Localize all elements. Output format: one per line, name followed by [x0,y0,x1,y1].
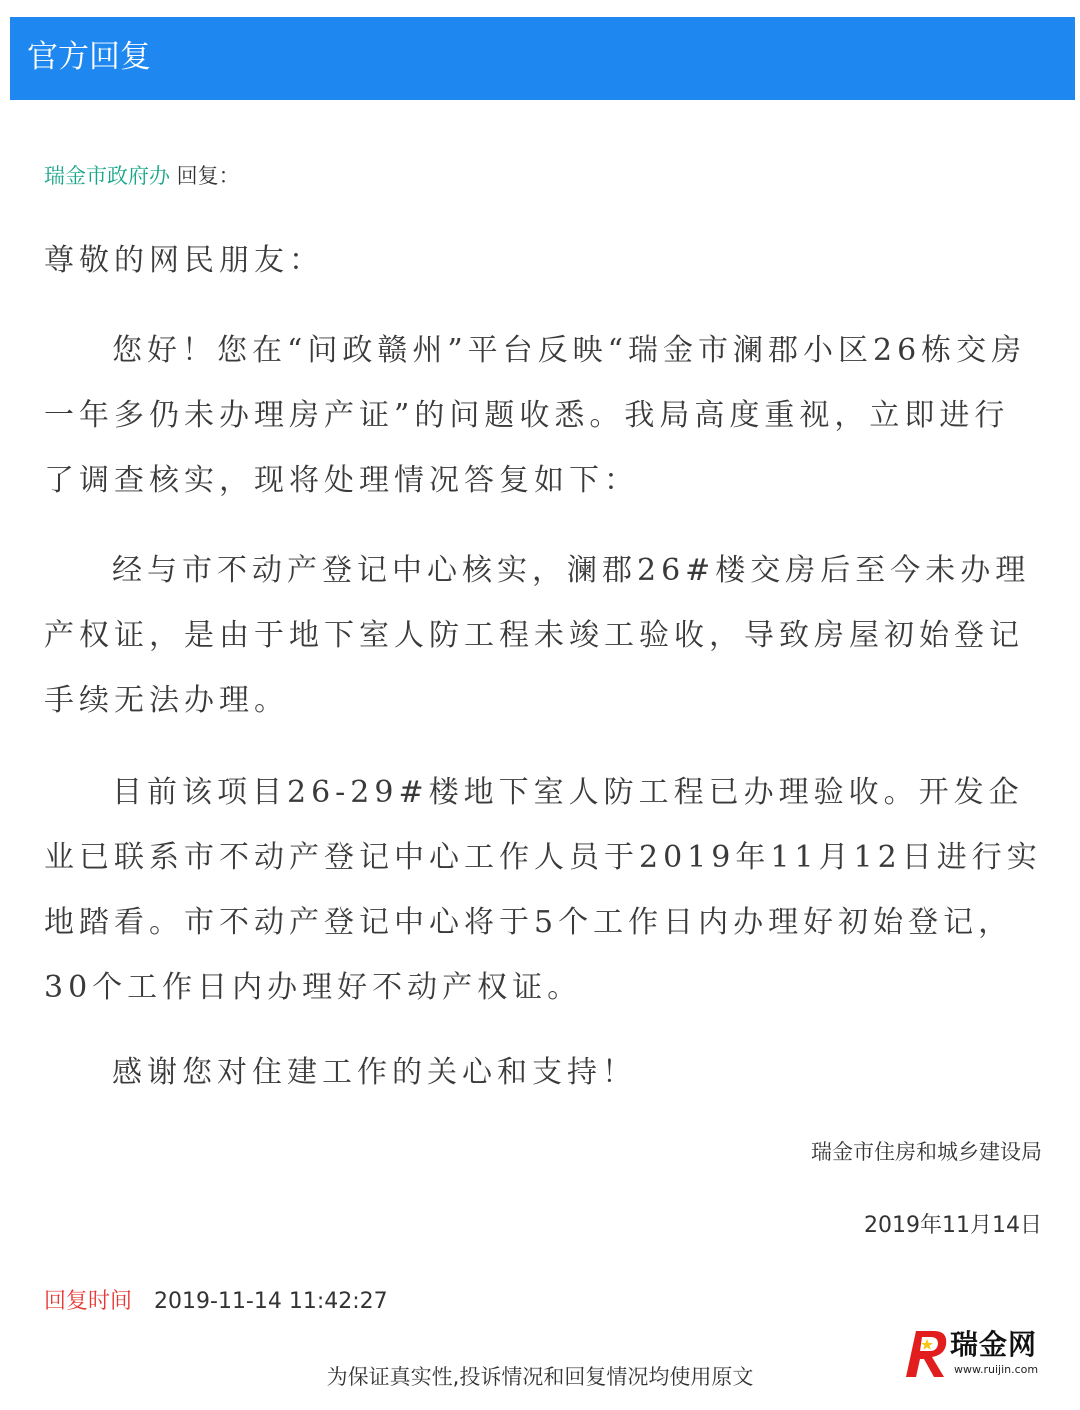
reply-source [44,161,240,191]
reply-label: 回复： [170,164,240,188]
letter-paragraph-3: 目前该项目26-29#楼地下室人防工程已办理验收。开发企业已联系市不动产登记中心工作人员于2019年11月12日进行实地踏看。市不动产登记中心将于5个工作日内办理好初始登记，30个工作日内办理好不动产权证。 [44,775,1042,1005]
reply-time [44,1287,388,1317]
letter-paragraph-4: 感谢您对住建工作的关心和支持！ [112,1055,637,1090]
letter-date: 2019年11月14日 [864,1213,1042,1238]
site-logo [900,1325,1060,1385]
reply-time-value: 2019-11-14 11:42:27 [154,1289,388,1314]
reply-time-label: 回复时间 [44,1289,133,1314]
logo-url: www.ruijin.com [954,1363,1039,1376]
page-title: 官方回复 [27,39,151,75]
letter-greeting: 尊敬的网民朋友： [44,243,324,278]
ruijin-logo-icon [900,1325,952,1381]
letter-signature: 瑞金市住房和城乡建设局 [811,1140,1042,1164]
replier-link[interactable]: 瑞金市政府办 [44,164,170,188]
letter-paragraph-1: 您好！您在“问政赣州”平台反映“瑞金市澜郡小区26栋交房一年多仍未办理房产证”的问题收悉。我局高度重视，立即进行了调查核实，现将处理情况答复如下： [44,333,1027,498]
header-bar [10,17,1075,100]
letter-paragraph-2: 经与市不动产登记中心核实，澜郡26#楼交房后至今未办理产权证，是由于地下室人防工程未竣工验收，导致房屋初始登记手续无法办理。 [44,553,1031,718]
logo-name: 瑞金网 [950,1328,1038,1361]
footer-note: 为保证真实性,投诉情况和回复情况均使用原文 [326,1365,754,1389]
